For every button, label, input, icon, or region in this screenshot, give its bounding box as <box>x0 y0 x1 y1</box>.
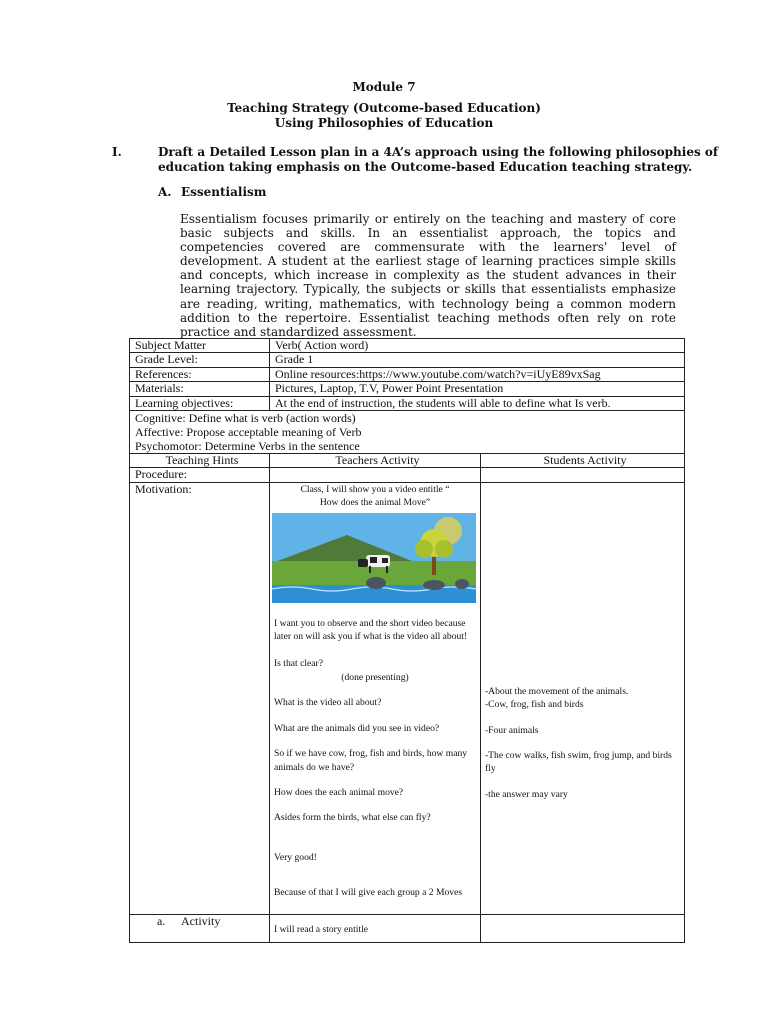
row-label: Subject Matter <box>130 339 270 353</box>
procedure-empty-cell <box>269 468 480 482</box>
header-teachers-activity: Teachers Activity <box>269 454 480 468</box>
observe-instruction: I want you to observe and the short video because later on will ask you if what is the video all about! <box>273 617 468 643</box>
table-row <box>130 382 685 396</box>
section-line-1: Draft a Detailed Lesson plan in a 4A’s approach using the following philosophies of <box>158 145 719 159</box>
header-students-activity: Students Activity <box>480 454 684 468</box>
objectives-cell <box>130 411 685 454</box>
answer-moves: -The cow walks, fish swim, frog jump, and birds fly <box>484 750 672 775</box>
done-presenting-note: (done presenting) <box>341 671 409 683</box>
rock <box>366 577 386 589</box>
table-row <box>130 339 685 353</box>
activity-label-cell <box>130 914 270 942</box>
activity-letter: a. <box>157 913 166 928</box>
intro-line-2: How does the animal Move” <box>319 497 431 509</box>
row-label: Learning objectives: <box>130 396 270 410</box>
objectives-row <box>130 411 685 454</box>
module-title: Module 7 <box>352 80 416 94</box>
section-line-2: education taking emphasis on the Outcome-based Education teaching strategy. <box>158 160 693 174</box>
row-value: Online resources:https://www.youtube.com/watch?v=iUyE89vxSag <box>269 367 684 381</box>
answer-animals: -Cow, frog, fish and birds <box>484 699 584 711</box>
row-value: Verb( Action word) <box>269 339 684 353</box>
subsection-title: Essentialism <box>181 185 267 199</box>
clear-question: Is that clear? <box>273 658 323 670</box>
row-value: Pictures, Laptop, T.V, Power Point Presentation <box>269 382 684 396</box>
praise-text: Very good! <box>273 851 317 863</box>
column-header-row <box>130 454 685 468</box>
strategy-title: Teaching Strategy (Outcome-based Education) <box>227 101 541 115</box>
table-row <box>130 353 685 367</box>
procedure-empty-cell <box>480 468 684 482</box>
lesson-plan-table <box>129 338 685 943</box>
teacher-activity-cell <box>269 482 480 914</box>
motivation-label: Motivation: <box>130 482 270 914</box>
philosophy-title: Using Philosophies of Education <box>274 116 494 130</box>
activity-text-cell <box>269 914 480 942</box>
question-how-move: How does the each animal move? <box>273 786 404 798</box>
intro-line-1: Class, I will show you a video entitle “ <box>300 483 450 495</box>
answer-movement: -About the movement of the animals. <box>484 685 629 697</box>
animal-video-illustration <box>272 513 476 603</box>
subsection-letter: A. <box>158 185 172 199</box>
answer-four: -Four animals <box>484 724 539 736</box>
motivation-row <box>130 482 685 914</box>
activity-student-cell <box>480 914 684 942</box>
question-video-about: What is the video all about? <box>273 697 382 709</box>
row-label: Grade Level: <box>130 353 270 367</box>
question-how-many: So if we have cow, frog, fish and birds, how many animals do we have? <box>273 748 468 773</box>
rock <box>423 580 445 590</box>
group-moves-text: Because of that I will give each group a 2 Moves <box>273 887 463 899</box>
table-row <box>130 396 685 410</box>
story-intro-text: I will read a story entitle <box>273 923 369 935</box>
procedure-label: Procedure: <box>130 468 270 482</box>
row-value: At the end of instruction, the students will able to define what Is verb. <box>269 396 684 410</box>
header-teaching-hints: Teaching Hints <box>130 454 270 468</box>
rock <box>455 579 469 589</box>
row-label: References: <box>130 367 270 381</box>
cognitive-objective: Cognitive: Define what is verb (action words) <box>135 411 356 426</box>
table-row <box>130 367 685 381</box>
activity-label: Activity <box>181 913 221 928</box>
essentialism-paragraph: Essentialism focuses primarily or entirely on the teaching and mastery of core basic subjects and skills. In an essentialist approach, the topics and competencies covered are commensurate with the learners' level of development. A student at the earliest stage of learning practices simple skills and concepts, which increase in complexity as the student advances in their learning trajectory. Typically, the subjects or skills that essentialists emphasize are reading, writing, mathematics, with technology being a common modern addition to the repertoire. Essentialist teaching methods often rely on rote practice and standardized assessment. <box>180 212 676 339</box>
section-numeral: I. <box>112 145 122 159</box>
answer-vary: -the answer may vary <box>484 788 568 800</box>
row-value: Grade 1 <box>269 353 684 367</box>
row-label: Materials: <box>130 382 270 396</box>
students-activity-cell <box>480 482 684 914</box>
question-animals-seen: What are the animals did you see in video? <box>273 722 440 734</box>
procedure-row <box>130 468 685 482</box>
affective-objective: Affective: Propose acceptable meaning of Verb <box>135 425 362 440</box>
psychomotor-objective: Psychomotor: Determine Verbs in the sentence <box>135 439 360 454</box>
activity-row <box>130 914 685 942</box>
question-what-fly: Asides form the birds, what else can fly? <box>273 812 431 824</box>
